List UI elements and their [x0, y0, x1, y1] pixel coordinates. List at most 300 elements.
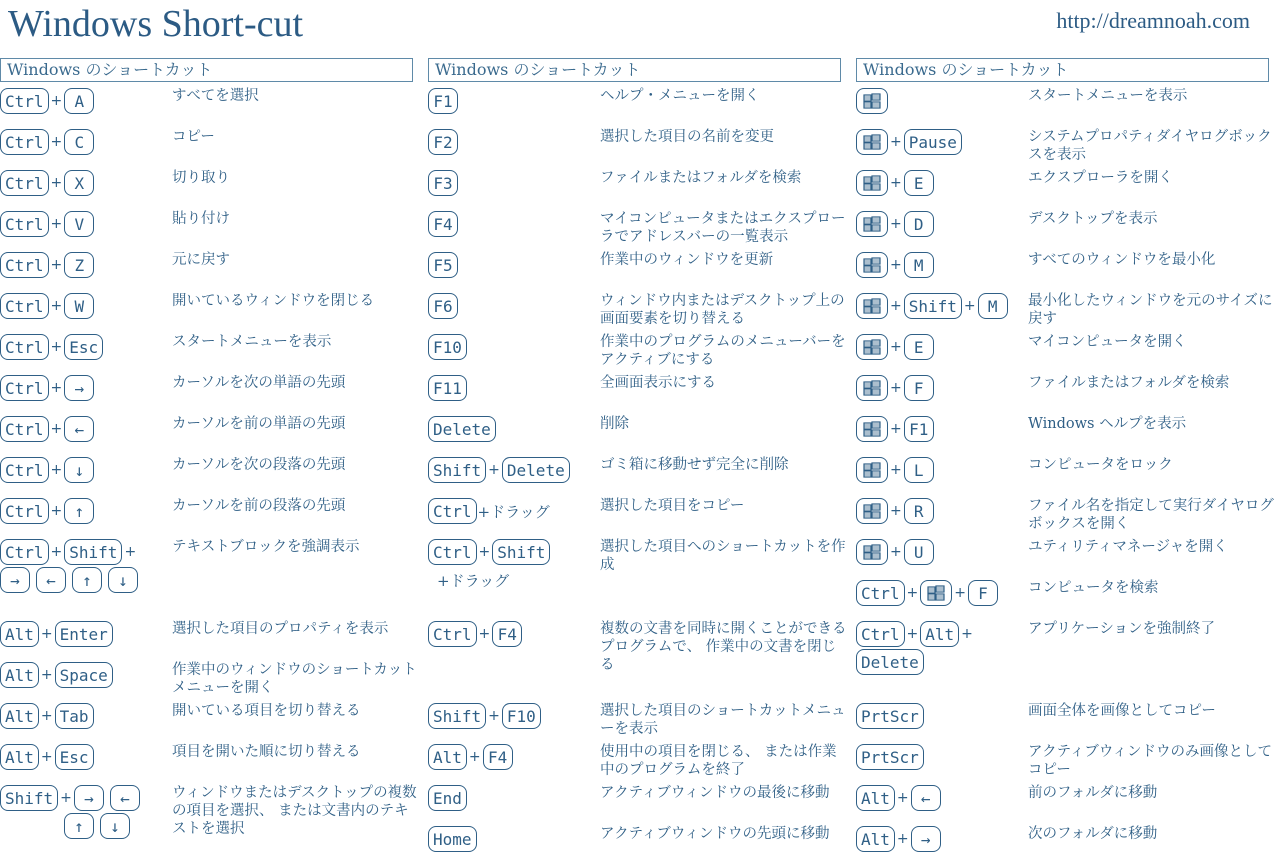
- plus-sign: +: [478, 544, 491, 560]
- action-text: +ドラッグ: [437, 571, 510, 590]
- plus-sign: +: [890, 339, 902, 355]
- keycap: F4: [483, 744, 513, 770]
- shortcut-description: スタートメニューを表示: [1028, 88, 1188, 104]
- key-combination: [0, 333, 165, 361]
- shortcut-description: 削除: [600, 416, 629, 432]
- windows-logo-icon: [863, 257, 881, 273]
- keycap: Ctrl: [0, 211, 49, 237]
- keycap: Ctrl: [0, 375, 49, 401]
- shortcut-description: スタートメニューを表示: [172, 334, 332, 350]
- shortcut-description: 使用中の項目を閉じる、 または作業中のプログラムを終了: [600, 744, 837, 778]
- shortcut-description: システムプロパティダイヤログボックスを表示: [1028, 129, 1272, 163]
- key-combination: [856, 825, 1021, 853]
- keycap: Shift: [0, 785, 58, 811]
- key-combination: [428, 333, 593, 361]
- shortcut-description: すべてを選択: [172, 88, 259, 104]
- plus-sign: +: [50, 462, 63, 478]
- windows-logo-icon: [863, 544, 881, 560]
- keycap: E: [904, 170, 934, 196]
- keycap: U: [904, 539, 934, 565]
- plus-sign: +: [40, 626, 53, 642]
- key-combination: [428, 210, 593, 238]
- windows-key: [856, 539, 888, 565]
- key-combination: [428, 292, 593, 320]
- key-line: [0, 620, 165, 648]
- keycap: F3: [428, 170, 458, 196]
- plus-sign: +: [50, 421, 63, 437]
- key-combination: [428, 743, 593, 771]
- plus-sign: +: [890, 544, 902, 560]
- keycap: Enter: [55, 621, 113, 647]
- shortcut-description: カーソルを前の段落の先頭: [172, 498, 346, 514]
- shortcut-column-1: [0, 58, 425, 863]
- key-combination: [428, 620, 593, 648]
- keycap: PrtScr: [856, 744, 924, 770]
- shortcut-description: ヘルプ・メニューを開く: [600, 88, 760, 104]
- key-line: [856, 648, 1021, 676]
- key-combination: [0, 292, 165, 320]
- key-line: [856, 87, 1021, 115]
- shortcut-description: 選択した項目へのショートカットを作成: [600, 539, 846, 573]
- key-combination: [0, 497, 165, 525]
- keycap: Delete: [856, 649, 924, 675]
- key-line: [0, 292, 165, 320]
- plus-sign: +: [906, 626, 919, 642]
- keycap: Alt: [0, 703, 39, 729]
- plus-sign: +: [50, 380, 63, 396]
- plus-sign: +: [50, 298, 63, 314]
- keycap: ←: [36, 567, 66, 593]
- windows-logo-icon: [863, 134, 881, 150]
- key-combination: [428, 456, 593, 484]
- keycap: F: [968, 580, 998, 606]
- key-line: [0, 87, 165, 115]
- keycap: V: [64, 211, 94, 237]
- shortcut-description: 元に戻す: [172, 252, 230, 268]
- key-combination: [856, 620, 1021, 676]
- key-line: [0, 169, 165, 197]
- shortcut-description: コピー: [172, 129, 215, 145]
- windows-key: [920, 580, 952, 606]
- keycap: Ctrl: [856, 580, 905, 606]
- shortcut-description: アクティブウィンドウの先頭に移動: [600, 826, 830, 842]
- plus-sign: +: [954, 585, 966, 601]
- shortcut-description: 選択した項目のショートカットメニューを表示: [600, 703, 846, 737]
- key-line: [428, 251, 593, 279]
- key-line: [428, 128, 593, 156]
- shortcut-column-2: [428, 58, 853, 863]
- plus-sign: +: [963, 298, 976, 314]
- keycap: ←: [110, 785, 140, 811]
- windows-key: [856, 293, 888, 319]
- plus-sign: +: [50, 503, 63, 519]
- keycap: F10: [428, 334, 467, 360]
- plus-sign: +: [896, 831, 909, 847]
- shortcut-column-3: [856, 58, 1280, 863]
- key-line: [856, 456, 1021, 484]
- key-combination: [856, 743, 1021, 771]
- keycap: ↑: [72, 567, 102, 593]
- shortcut-description: 貼り付け: [172, 211, 230, 227]
- keycap: Ctrl: [0, 129, 49, 155]
- plus-sign: +: [50, 175, 63, 191]
- windows-key: [856, 498, 888, 524]
- plus-sign: +: [50, 134, 63, 150]
- key-combination: [0, 251, 165, 279]
- key-line: [0, 456, 165, 484]
- keycap: Shift: [428, 457, 486, 483]
- keycap: →: [74, 785, 104, 811]
- key-line: [0, 210, 165, 238]
- shortcut-description: 複数の文書を同時に開くことができるプログラムで、 作業中の文書を閉じる: [600, 621, 847, 673]
- key-line: [0, 251, 165, 279]
- windows-key: [856, 416, 888, 442]
- shortcut-description: カーソルを前の単語の先頭: [172, 416, 346, 432]
- key-combination: [856, 87, 1021, 115]
- keycap: ↓: [108, 567, 138, 593]
- keycap: Alt: [0, 621, 39, 647]
- keycap: ←: [64, 416, 94, 442]
- key-combination: [856, 333, 1021, 361]
- windows-logo-icon: [927, 585, 945, 601]
- keycap: A: [64, 88, 94, 114]
- shortcut-description: 切り取り: [172, 170, 230, 186]
- key-line: [856, 497, 1021, 525]
- keycap: D: [904, 211, 934, 237]
- keycap: Esc: [55, 744, 94, 770]
- key-combination: [428, 538, 593, 594]
- keycap: Shift: [64, 539, 122, 565]
- column-header: Windows のショートカット: [856, 58, 1269, 82]
- key-line: [428, 169, 593, 197]
- plus-sign: +: [488, 462, 500, 478]
- key-combination: [0, 661, 165, 689]
- key-line: [0, 538, 165, 566]
- key-combination: [856, 497, 1021, 525]
- keycap: Alt: [0, 744, 39, 770]
- keycap: Pause: [904, 129, 962, 155]
- key-line: [0, 333, 165, 361]
- shortcut-description: カーソルを次の単語の先頭: [172, 375, 346, 391]
- key-line: [856, 169, 1021, 197]
- plus-sign: +: [890, 462, 902, 478]
- keycap: Delete: [428, 416, 496, 442]
- windows-key: [856, 129, 888, 155]
- windows-key: [856, 252, 888, 278]
- key-combination: [428, 415, 593, 443]
- plus-sign: +: [890, 380, 902, 396]
- key-combination: [0, 415, 165, 443]
- shortcut-description: テキストブロックを強調表示: [172, 539, 360, 555]
- keycap: Delete: [502, 457, 570, 483]
- shortcut-description: 作業中のプログラムのメニューバーをアクティブにする: [600, 334, 846, 368]
- key-combination: [0, 210, 165, 238]
- key-combination: [428, 702, 593, 730]
- shortcut-description: 選択した項目のプロパティを表示: [172, 621, 389, 637]
- keycap: Ctrl: [856, 621, 905, 647]
- key-combination: [428, 128, 593, 156]
- shortcut-description: アクティブウィンドウのみ画像としてコピー: [1028, 744, 1273, 778]
- keycap: Z: [64, 252, 94, 278]
- keycap: Ctrl: [0, 498, 49, 524]
- windows-key: [856, 375, 888, 401]
- key-line: [428, 333, 593, 361]
- key-line: [428, 415, 593, 443]
- keycap: Ctrl: [0, 334, 49, 360]
- key-combination: [856, 538, 1021, 566]
- key-line: [428, 374, 593, 402]
- keycap: L: [904, 457, 934, 483]
- plus-sign: +: [468, 749, 481, 765]
- key-combination: [856, 374, 1021, 402]
- plus-sign: +: [40, 749, 53, 765]
- key-combination: [856, 251, 1021, 279]
- keycap: Alt: [856, 785, 895, 811]
- windows-logo-icon: [863, 339, 881, 355]
- keycap: M: [978, 293, 1008, 319]
- windows-logo-icon: [863, 298, 881, 314]
- key-line: [0, 743, 165, 771]
- keycap: Ctrl: [0, 539, 49, 565]
- keycap: Alt: [856, 826, 895, 852]
- keycap: ↑: [64, 498, 94, 524]
- shortcut-description: 最小化したウィンドウを元のサイズに戻す: [1028, 293, 1273, 327]
- keycap: X: [64, 170, 94, 196]
- keycap: Ctrl: [428, 498, 477, 524]
- key-line: [856, 210, 1021, 238]
- keycap: Shift: [492, 539, 550, 565]
- keycap: R: [904, 498, 934, 524]
- windows-logo-icon: [863, 421, 881, 437]
- keycap: F4: [492, 621, 522, 647]
- key-line: [428, 497, 593, 525]
- key-combination: [856, 784, 1021, 812]
- key-combination: [0, 743, 165, 771]
- plus-sign: +: [890, 175, 902, 191]
- windows-key: [856, 170, 888, 196]
- key-line: [428, 538, 593, 566]
- key-combination: [0, 374, 165, 402]
- keycap: F5: [428, 252, 458, 278]
- shortcut-description: ファイルまたはフォルダを検索: [1028, 375, 1230, 391]
- keycap: Shift: [428, 703, 486, 729]
- shortcut-description: ウィンドウまたはデスクトップの複数の項目を選択、 または文書内のテキストを選択: [172, 785, 417, 837]
- plus-sign: +: [124, 544, 137, 560]
- shortcut-description: ファイル名を指定して実行ダイヤログボックスを開く: [1028, 498, 1274, 532]
- key-combination: [0, 169, 165, 197]
- keycap: ↑: [64, 813, 94, 839]
- key-line: [428, 825, 593, 853]
- column-header: Windows のショートカット: [428, 58, 841, 82]
- key-combination: [0, 784, 165, 840]
- key-combination: [0, 128, 165, 156]
- shortcut-description: ゴミ箱に移動せず完全に削除: [600, 457, 789, 473]
- key-line: [0, 497, 165, 525]
- key-combination: [428, 374, 593, 402]
- key-combination: [856, 128, 1021, 156]
- plus-sign: +: [50, 544, 63, 560]
- shortcut-description: ユティリティマネージャを開く: [1028, 539, 1228, 555]
- key-combination: [856, 579, 1021, 607]
- keycap: →: [64, 375, 94, 401]
- plus-sign: +: [488, 708, 500, 724]
- plus-sign: +: [890, 298, 902, 314]
- key-line: [856, 620, 1021, 648]
- key-combination: [0, 456, 165, 484]
- key-line: [428, 702, 593, 730]
- keycap: F10: [502, 703, 541, 729]
- shortcut-description: アプリケーションを強制終了: [1028, 621, 1216, 637]
- plus-sign: +: [896, 790, 909, 806]
- key-line: [856, 579, 1021, 607]
- key-combination: [428, 784, 593, 812]
- key-combination: [856, 456, 1021, 484]
- keycap: F11: [428, 375, 467, 401]
- key-line: [0, 374, 165, 402]
- shortcut-description: Windows ヘルプを表示: [1028, 416, 1187, 432]
- key-combination: [0, 538, 165, 594]
- shortcut-description: マイコンピュータまたはエクスプローラでアドレスバーの一覧表示: [600, 211, 846, 245]
- keycap: F1: [428, 88, 458, 114]
- action-text: +ドラッグ: [477, 502, 550, 521]
- key-line: [0, 784, 165, 812]
- key-line: [428, 566, 593, 594]
- keycap: Ctrl: [0, 416, 49, 442]
- keycap: ↓: [64, 457, 94, 483]
- key-combination: [856, 169, 1021, 197]
- keycap: Shift: [904, 293, 962, 319]
- key-combination: [856, 702, 1021, 730]
- shortcut-description: エクスプローラを開く: [1028, 170, 1173, 186]
- key-line: [856, 128, 1021, 156]
- shortcut-description: デスクトップを表示: [1028, 211, 1158, 227]
- windows-logo-icon: [863, 175, 881, 191]
- key-combination: [856, 292, 1021, 320]
- keycap: Home: [428, 826, 477, 852]
- shortcut-description: すべてのウィンドウを最小化: [1028, 252, 1216, 268]
- shortcut-description: 全画面表示にする: [600, 375, 716, 391]
- keycap: F6: [428, 293, 458, 319]
- key-combination: [428, 87, 593, 115]
- shortcut-description: 開いているウィンドウを閉じる: [172, 293, 375, 309]
- windows-key: [856, 88, 888, 114]
- shortcut-description: 選択した項目の名前を変更: [600, 129, 774, 145]
- keycap: Ctrl: [0, 170, 49, 196]
- key-combination: [856, 210, 1021, 238]
- shortcut-description: アクティブウィンドウの最後に移動: [600, 785, 830, 801]
- plus-sign: +: [40, 708, 53, 724]
- plus-sign: +: [50, 216, 63, 232]
- key-line: [0, 661, 165, 689]
- windows-key: [856, 211, 888, 237]
- keycap: F2: [428, 129, 458, 155]
- shortcut-description: カーソルを次の段落の先頭: [172, 457, 346, 473]
- keycap: →: [0, 567, 30, 593]
- column-header: Windows のショートカット: [0, 58, 413, 82]
- keycap: F1: [904, 416, 934, 442]
- page-title: Windows Short-cut: [8, 3, 304, 45]
- key-combination: [428, 251, 593, 279]
- plus-sign: +: [50, 257, 63, 273]
- shortcut-description: 次のフォルダに移動: [1028, 826, 1158, 842]
- key-line: [428, 292, 593, 320]
- keycap: E: [904, 334, 934, 360]
- key-line: [428, 620, 593, 648]
- plus-sign: +: [60, 790, 72, 806]
- key-combination: [0, 620, 165, 648]
- plus-sign: +: [50, 93, 63, 109]
- shortcut-description: 項目を開いた順に切り替える: [172, 744, 361, 760]
- shortcut-description: 作業中のウィンドウのショートカットメニューを開く: [172, 662, 417, 696]
- plus-sign: +: [961, 626, 973, 642]
- shortcut-description: ウィンドウ内またはデスクトップ上の画面要素を切り替える: [600, 293, 845, 327]
- key-line: [428, 743, 593, 771]
- keycap: PrtScr: [856, 703, 924, 729]
- keycap: M: [904, 252, 934, 278]
- shortcut-description: 開いている項目を切り替える: [172, 703, 361, 719]
- keycap: End: [428, 785, 467, 811]
- keycap: Ctrl: [0, 252, 49, 278]
- windows-logo-icon: [863, 380, 881, 396]
- keycap: Ctrl: [0, 457, 49, 483]
- plus-sign: +: [890, 503, 902, 519]
- keycap: Esc: [64, 334, 103, 360]
- key-line: [856, 538, 1021, 566]
- key-line: [856, 333, 1021, 361]
- shortcut-description: コンピュータを検索: [1028, 580, 1159, 596]
- keycap: ←: [911, 785, 941, 811]
- key-line: [856, 825, 1021, 853]
- plus-sign: +: [906, 585, 919, 601]
- keycap: W: [64, 293, 94, 319]
- key-combination: [0, 702, 165, 730]
- windows-logo-icon: [863, 93, 881, 109]
- windows-key: [856, 457, 888, 483]
- keycap: Alt: [920, 621, 959, 647]
- keycap: ↓: [100, 813, 130, 839]
- shortcut-description: コンピュータをロック: [1028, 457, 1173, 473]
- shortcut-description: マイコンピュータを開く: [1028, 334, 1187, 350]
- plus-sign: +: [40, 667, 53, 683]
- windows-logo-icon: [863, 503, 881, 519]
- key-line: [856, 292, 1021, 320]
- plus-sign: +: [890, 421, 902, 437]
- keycap: Ctrl: [428, 621, 477, 647]
- key-combination: [428, 169, 593, 197]
- key-line: [856, 743, 1021, 771]
- keycap: Alt: [0, 662, 39, 688]
- keycap: Space: [55, 662, 113, 688]
- windows-logo-icon: [863, 462, 881, 478]
- key-combination: [428, 497, 593, 525]
- key-combination: [428, 825, 593, 853]
- shortcut-description: 選択した項目をコピー: [600, 498, 745, 514]
- key-line: [428, 784, 593, 812]
- shortcut-description: 前のフォルダに移動: [1028, 785, 1158, 801]
- shortcut-description: 作業中のウィンドウを更新: [600, 252, 774, 268]
- key-line: [0, 566, 165, 594]
- key-line: [856, 374, 1021, 402]
- keycap: F4: [428, 211, 458, 237]
- key-combination: [0, 87, 165, 115]
- keycap: →: [911, 826, 941, 852]
- site-url[interactable]: http://dreamnoah.com: [1056, 8, 1250, 33]
- plus-sign: +: [478, 626, 491, 642]
- key-line: [0, 702, 165, 730]
- key-line: [428, 87, 593, 115]
- keycap: Tab: [55, 703, 94, 729]
- shortcut-description: ファイルまたはフォルダを検索: [600, 170, 802, 186]
